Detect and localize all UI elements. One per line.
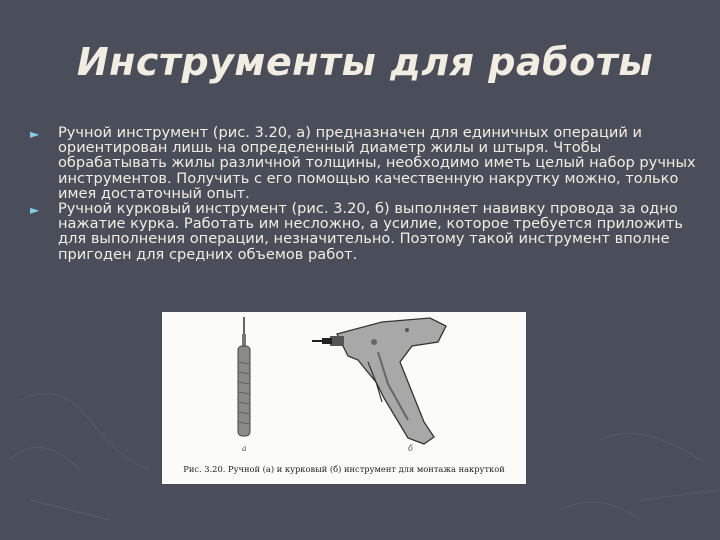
figure-label-b: б [408, 444, 413, 453]
bullet-list [30, 125, 700, 262]
figure-caption: Рис. 3.20. Ручной (а) и курковый (б) инструмент для монтажа накруткой [183, 464, 505, 474]
hand-tool-drawing [238, 317, 250, 436]
figure-label-a: а [242, 444, 247, 453]
tools-illustration [162, 312, 526, 484]
triangle-right-icon: ► [30, 203, 40, 218]
bullet-text: Ручной курковый инструмент (рис. 3.20, б) выполняет навивку провода за одно нажатие курка. Работать им несложно, а усилие, которое требуется приложить для выполнения операции, незначительно. Поэтому такой инструмент вполне пригоден для средних объемов работ. [58, 200, 683, 263]
bullet-item [30, 201, 700, 262]
bullet-text: Ручной инструмент (рис. 3.20, а) предназначен для единичных операций и ориентирован лишь на определенный диаметр жилы и штыря. Чтобы обрабатывать жилы различной толщины, необходимо иметь целый набор ручных инструментов. Получить с его помощью качественную накрутку можно, только имея достаточный опыт. [58, 124, 696, 202]
trigger-tool-drawing [312, 318, 446, 444]
bullet-item [30, 125, 700, 201]
slide-title: Инструменты для работы [76, 40, 654, 84]
triangle-right-icon: ► [30, 127, 40, 141]
figure-tools [162, 312, 526, 484]
